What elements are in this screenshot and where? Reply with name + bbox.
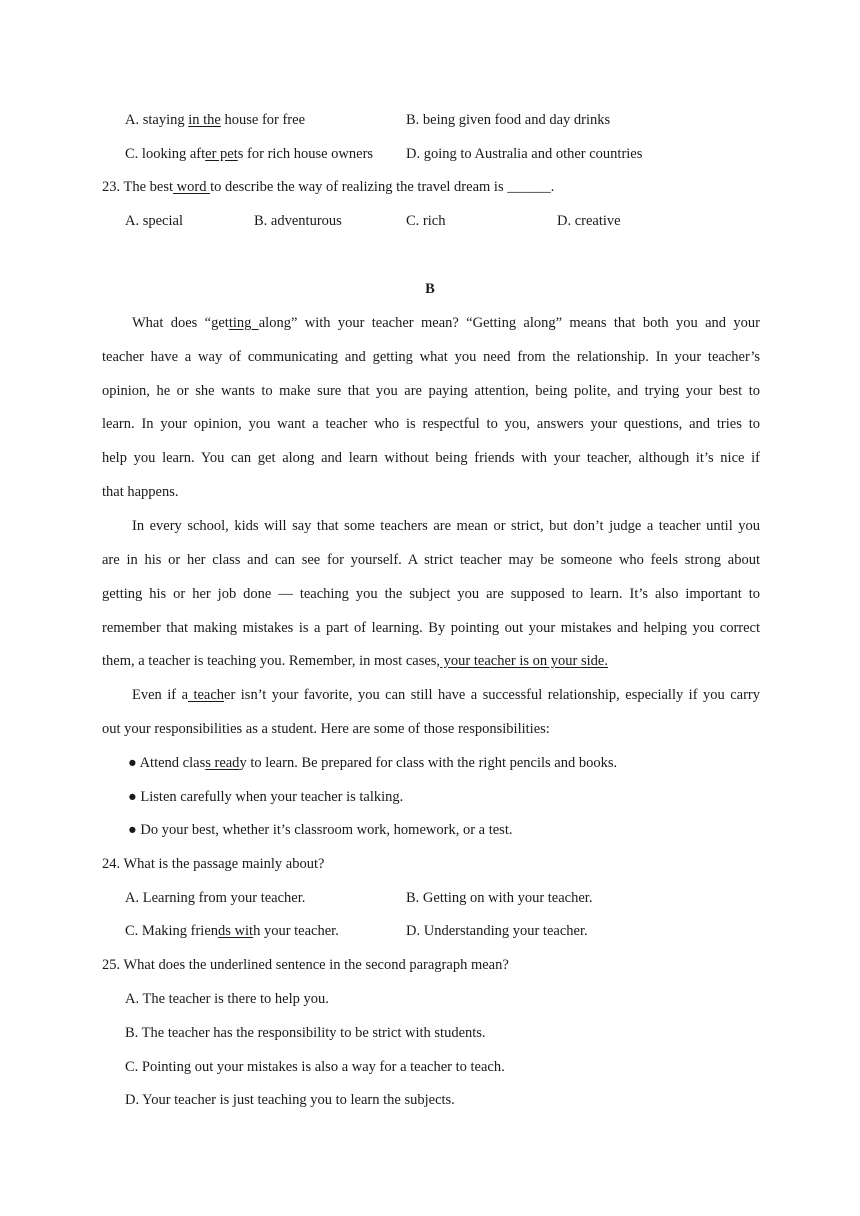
q24-option-b: B. Getting on with your teacher. [406,890,593,906]
q24-option-c: C. Making friends with your teacher. [125,923,339,939]
passage-p1-line-6: that happens. [102,484,179,500]
passage-p3-line-1: Even if a teacher isn’t your favorite, you can still have a successful relationship, especially if you carry [132,687,760,703]
passage-p1-line-1: What does “getting along” with your teacher mean? “Getting along” means that both you and your [132,315,760,331]
underlined-sentence: your teacher is on your side. [440,653,608,669]
q23-option-d: D. creative [557,213,621,229]
passage-p1-line-2: teacher have a way of communicating and getting what you need from the relationship. In your teacher’s [102,349,760,365]
bullet-item-3: ● Do your best, whether it’s classroom work, homework, or a test. [128,822,513,838]
q24-option-a: A. Learning from your teacher. [125,890,306,906]
q25-stem: 25. What does the underlined sentence in the second paragraph mean? [102,957,509,973]
q23-option-c: C. rich [406,213,446,229]
passage-p2-line-4: remember that making mistakes is a part of learning. By pointing out your mistakes and helping you correct [102,620,760,636]
q23-stem: 23. The best word to describe the way of realizing the travel dream is ______. [102,179,555,195]
q23-option-b: B. adventurous [254,213,342,229]
passage-p1-line-3: opinion, he or she wants to make sure that you are paying attention, being polite, and trying your best to [102,383,760,399]
bullet-item-1: ● Attend class ready to learn. Be prepared for class with the right pencils and books. [128,755,618,771]
passage-p1-line-4: learn. In your opinion, you want a teacher who is respectful to you, answers your questions, and tries to [102,416,760,432]
section-title: B [425,281,435,297]
q24-stem: 24. What is the passage mainly about? [102,856,325,872]
q24-option-d: D. Understanding your teacher. [406,923,588,939]
q22-option-b: B. being given food and day drinks [406,112,611,128]
q23-option-a: A. special [125,213,183,229]
passage-p3-line-2: out your responsibilities as a student. Here are some of those responsibilities: [102,721,550,737]
q25-option-b: B. The teacher has the responsibility to be strict with students. [125,1025,486,1041]
bullet-item-2: ● Listen carefully when your teacher is talking. [128,789,404,805]
passage-p1-line-5: help you learn. You can get along and learn without being friends with your teacher, although it’s nice if [102,450,760,466]
q22-option-d: D. going to Australia and other countries [406,146,643,162]
passage-p2-line-3: getting his or her job done — teaching you the subject you are supposed to learn. It’s also important to [102,586,760,602]
passage-p2-line-2: are in his or her class and can see for yourself. A strict teacher may be someone who feels strong about [102,552,760,568]
q25-option-a: A. The teacher is there to help you. [125,991,329,1007]
passage-p2-line-1: In every school, kids will say that some teachers are mean or strict, but don’t judge a teacher until you [132,518,760,534]
q25-option-d: D. Your teacher is just teaching you to learn the subjects. [125,1092,455,1108]
q22-option-c: C. looking after pets for rich house owners [125,146,374,162]
q25-option-c: C. Pointing out your mistakes is also a way for a teacher to teach. [125,1059,505,1075]
passage-p2-line-5: them, a teacher is teaching you. Remember, in most cases, your teacher is on your side. [102,653,608,669]
q22-option-a: A. staying in the house for free [125,112,305,128]
